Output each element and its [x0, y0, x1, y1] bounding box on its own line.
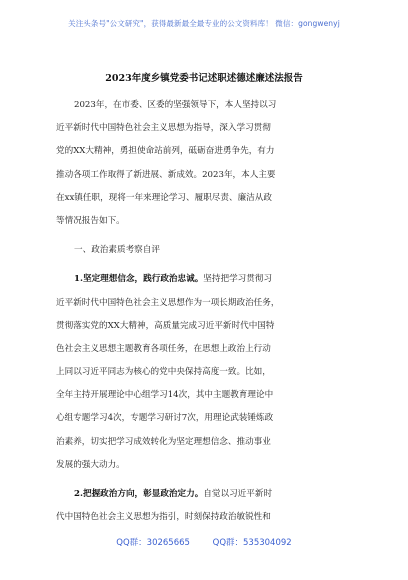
paragraph-line: 色社会主义思想主题教育各项任务，在思想上政治上行动: [56, 343, 271, 354]
header-banner: 关注头条号"公文研究"，获得最新最全最专业的公文资料库！ 微信：gongwenyj: [68, 19, 340, 28]
paragraph-text: 自觉以习近平新时: [203, 489, 273, 499]
paragraph-line: 上同以习近平同志为核心的党中央保持高度一致。比如，: [56, 367, 271, 378]
intro-line: 推动各项工作取得了新进展、新成效。2023年，本人主要: [56, 169, 276, 180]
intro-line: 近平新时代中国特色社会主义思想为指导，深入学习贯彻: [56, 123, 271, 134]
paragraph-first-line: [56, 483, 361, 506]
paragraph-line: 治素养，切实把学习成效转化为坚定理想信念、推动事业: [56, 436, 271, 447]
intro-line: 党的XX大精神，勇担使命站前列，砥砺奋进勇争先，有力: [56, 146, 275, 157]
footer-qq-group-1: QQ群：30265665: [116, 538, 190, 548]
paragraph-line: 发展的强大动力。: [56, 459, 125, 470]
paragraph-text: 坚持把学习贯彻习: [203, 274, 273, 285]
paragraph-line: 代中国特色社会主义思想为指引，时刻保持政治敏锐性和: [56, 512, 271, 523]
intro-line: 2023年，在市委、区委的坚强领导下，本人坚持以习: [74, 100, 277, 110]
paragraph-line: 心组专题学习4次，专题学习研讨7次，用理论武装锤炼政: [56, 413, 274, 424]
footer-qq-group-2: QQ群：535304092: [212, 538, 292, 548]
intro-line: 在xx镇任职，现将一年来理论学习、履职尽责、廉洁从政: [56, 192, 272, 203]
footer-qq-groups: [0, 536, 408, 548]
paragraph-lead: 2.把握政治方向，彰显政治定力。: [74, 489, 204, 499]
intro-line: 等情况报告如下。: [56, 215, 125, 226]
paragraph-lead: 1.坚定理想信念，践行政治忠诚。: [74, 274, 204, 285]
paragraph-line: 贯彻落实党的XX大精神，高质量完成习近平新时代中国特: [56, 320, 275, 331]
paragraph-line: 全年主持开展理论中心组学习14次，其中主题教育理论中: [56, 390, 274, 401]
document-body: [56, 94, 361, 529]
paragraph-line: 近平新时代中国特色社会主义思想作为一项长期政治任务，: [56, 297, 280, 308]
document-title: 2023年度乡镇党委书记述职述德述廉述法报告: [105, 73, 303, 84]
section-heading: 一、政治素质考察自评: [74, 245, 160, 256]
paragraph-first-line: [56, 268, 361, 291]
